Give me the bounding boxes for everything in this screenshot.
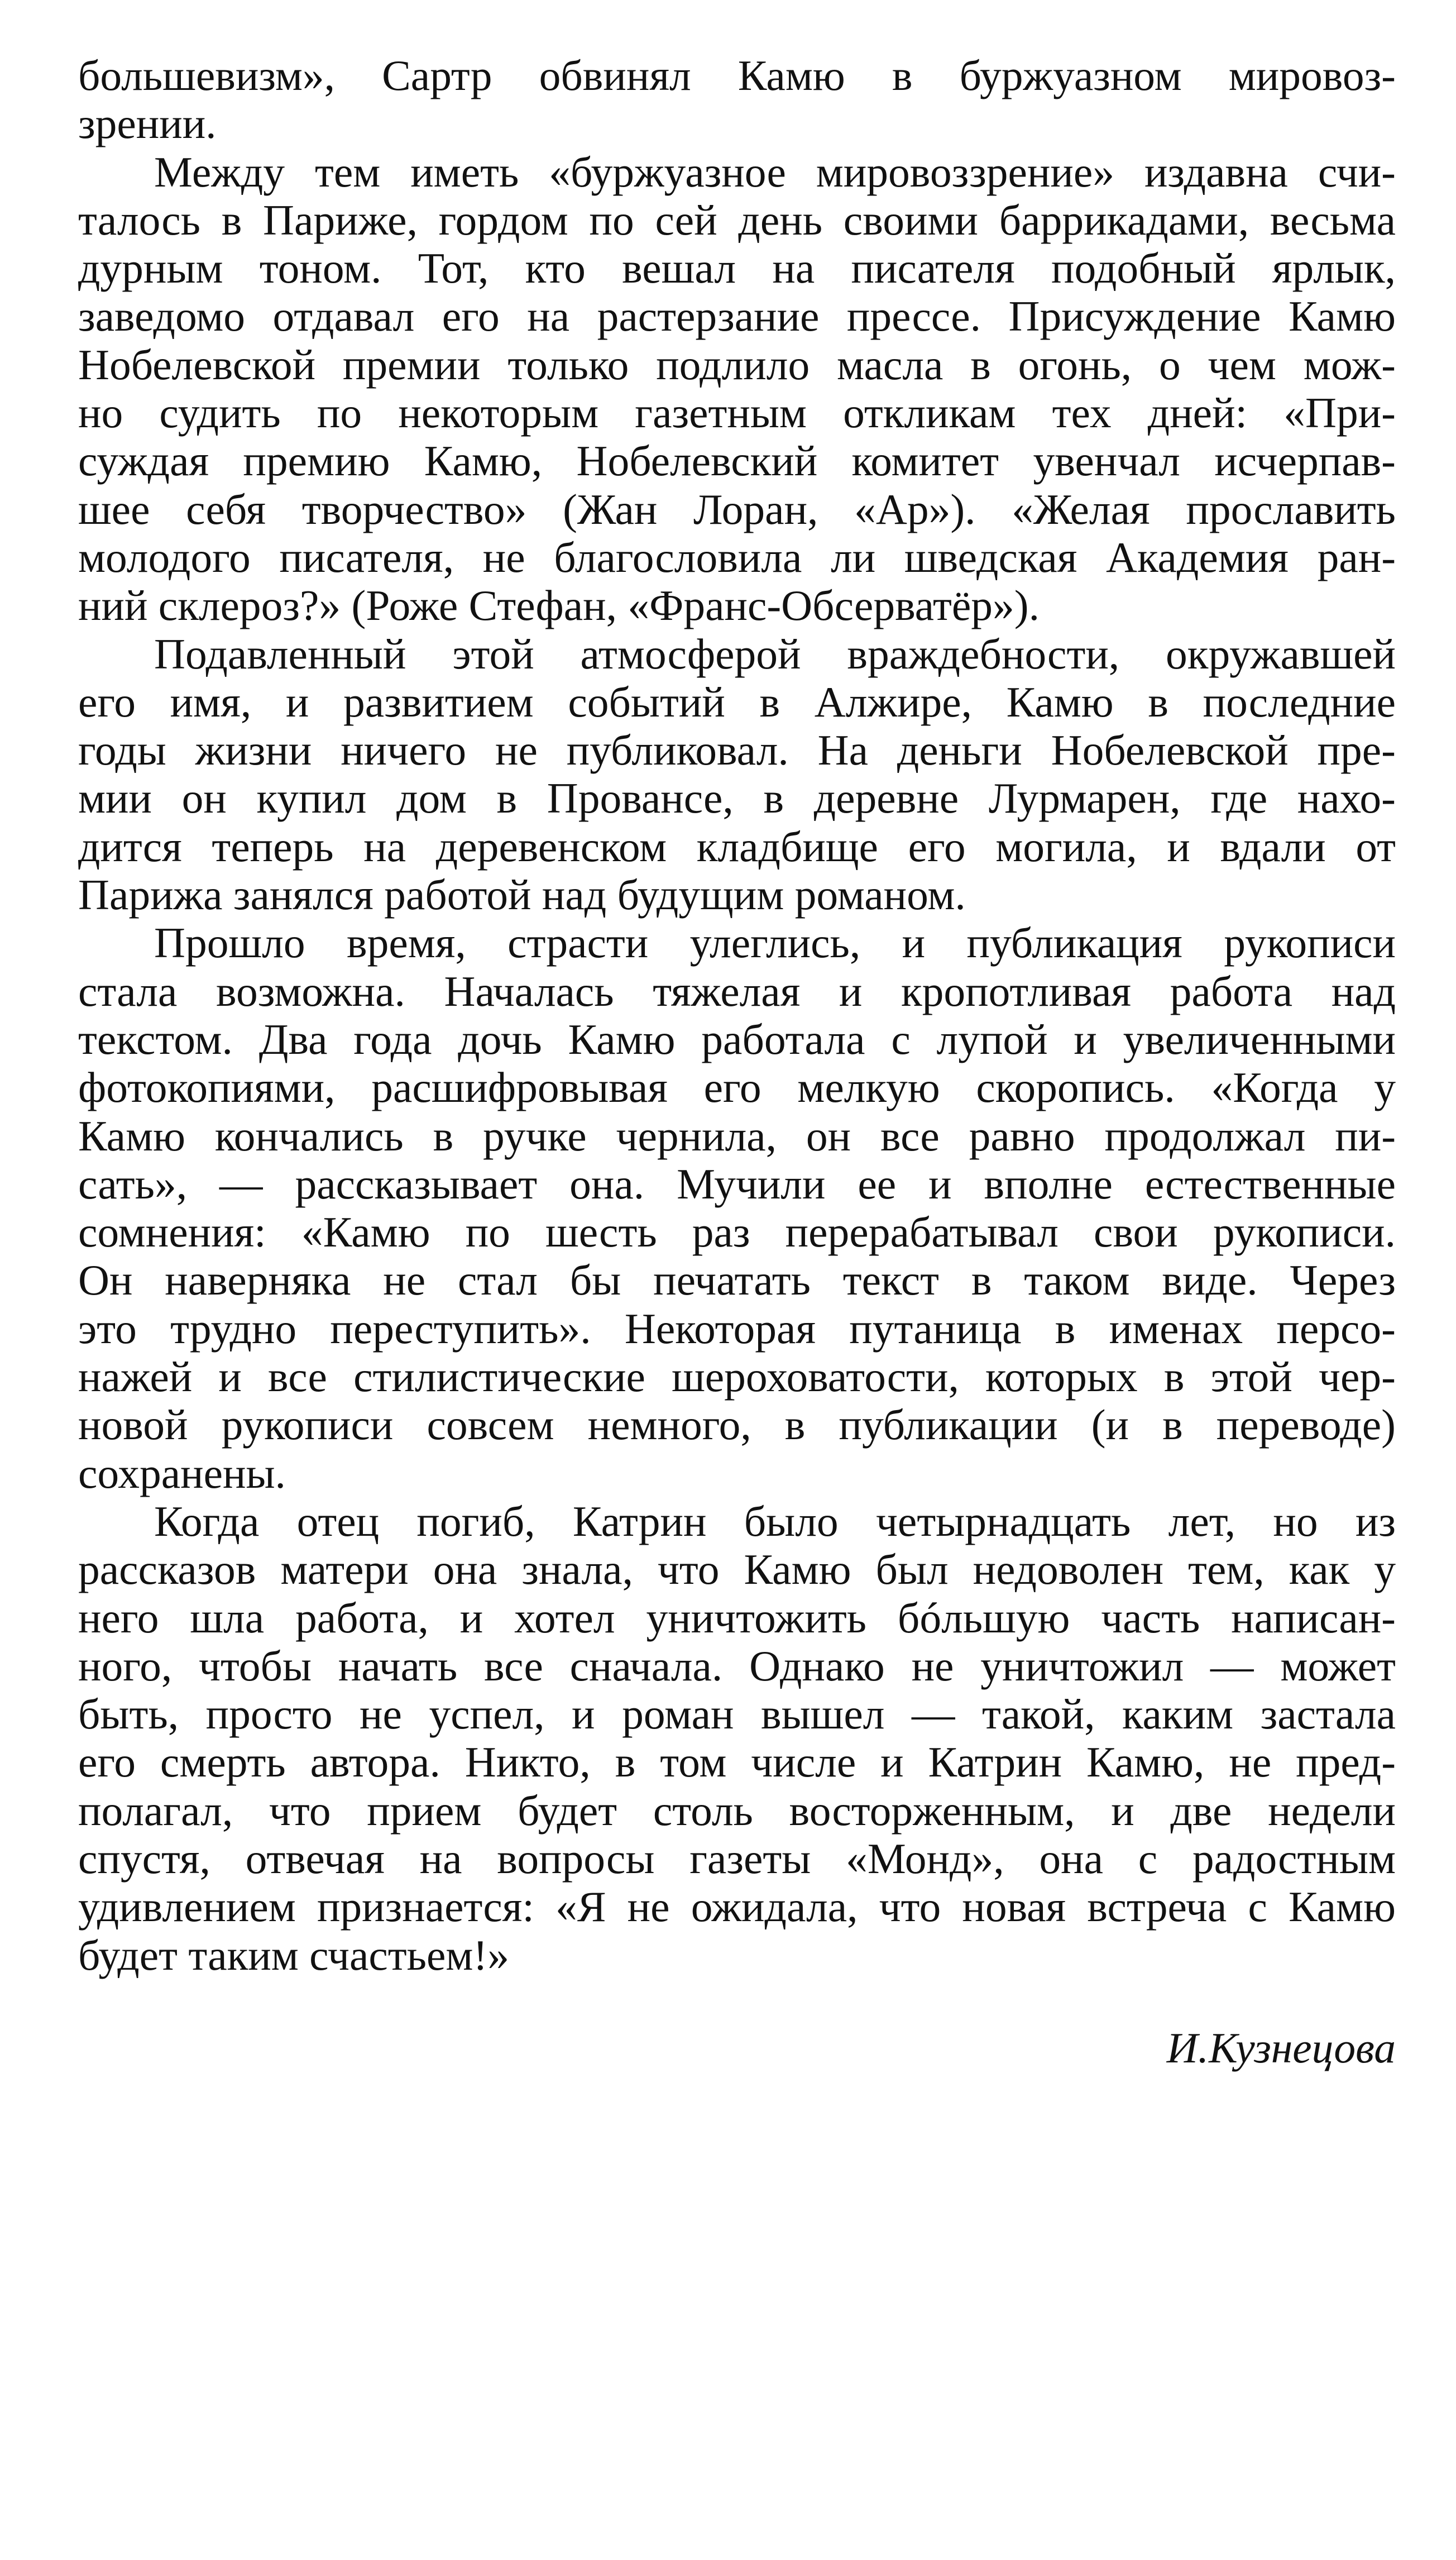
text-line: молодого писателя, не благословила ли шведская Академия ран- — [78, 533, 1396, 581]
text-line: ного, чтобы начать все сначала. Однако не уничтожил — может — [78, 1641, 1396, 1690]
text-line: сомнения: «Камю по шесть раз перерабатывал свои рукописи. — [78, 1208, 1396, 1257]
text-line: новой рукописи совсем немного, в публикации (и в переводе) — [78, 1401, 1396, 1449]
paragraph-2 — [78, 148, 1396, 630]
text-line: Нобелевской премии только подлило масла в огонь, о чем мож- — [78, 340, 1396, 389]
text-line: текстом. Два года дочь Камю работала с лупой и увеличенными — [78, 1015, 1396, 1063]
text-line: быть, просто не успел, и роман вышел — такой, каким застала — [78, 1690, 1396, 1738]
text-line: мии он купил дом в Провансе, в деревне Лурмарен, где нахо- — [78, 774, 1396, 823]
text-line: зрении. — [78, 99, 217, 148]
text-line: Парижа занялся работой над будущим романом. — [78, 871, 966, 919]
text-line: его имя, и развитием событий в Алжире, Камю в последние — [78, 677, 1396, 726]
text-line: Когда отец погиб, Катрин было четырнадцать лет, но из — [154, 1497, 1396, 1545]
paragraph-4 — [78, 919, 1396, 1497]
text-line: большевизм», Сартр обвинял Камю в буржуазном мировоз- — [78, 51, 1396, 99]
text-line: стала возможна. Началась тяжелая и кропотливая работа над — [78, 967, 1396, 1015]
text-line: шее себя творчество» (Жан Лоран, «Ар»). «Желая прославить — [78, 485, 1396, 533]
text-line: него шла работа, и хотел уничтожить бóльшую часть написан- — [78, 1593, 1396, 1642]
text-line: это трудно переступить». Некоторая путаница в именах персо- — [78, 1304, 1396, 1353]
text-line: полагал, что прием будет столь восторженным, и две недели — [78, 1786, 1396, 1835]
text-line: удивлением признается: «Я не ожидала, что новая встреча с Камю — [78, 1883, 1396, 1931]
text-line: Он наверняка не стал бы печатать текст в таком виде. Через — [78, 1256, 1396, 1305]
text-line: рассказов матери она знала, что Камю был недоволен тем, как у — [78, 1545, 1396, 1594]
text-line: сать», — рассказывает она. Мучили ее и вполне естественные — [78, 1159, 1396, 1208]
text-line: фотокопиями, расшифровывая его мелкую скоропись. «Когда у — [78, 1063, 1396, 1112]
text-line: годы жизни ничего не публиковал. На деньги Нобелевской пре- — [78, 726, 1396, 775]
paragraph-3 — [78, 630, 1396, 919]
text-line: Подавленный этой атмосферой враждебности, окружавшей — [154, 629, 1396, 678]
author-signature: И.Кузнецова — [1166, 2024, 1396, 2072]
text-line: Прошло время, страсти улеглись, и публикация рукописи — [154, 919, 1396, 967]
text-line: будет таким счастьем!» — [78, 1931, 510, 1979]
paragraph-5 — [78, 1497, 1396, 1979]
text-line: сохранены. — [78, 1449, 286, 1497]
text-line: дурным тоном. Тот, кто вешал на писателя подобный ярлык, — [78, 244, 1396, 293]
document-body — [78, 51, 1396, 2072]
text-line: талось в Париже, гордом по сей день своими баррикадами, весьма — [78, 195, 1396, 244]
text-line: Камю кончались в ручке чернила, он все равно продолжал пи- — [78, 1111, 1396, 1160]
text-line: нажей и все стилистические шероховатости, которых в этой чер- — [78, 1353, 1396, 1401]
text-line: Между тем иметь «буржуазное мировоззрение» издавна счи- — [154, 147, 1396, 196]
text-line: спустя, отвечая на вопросы газеты «Монд», она с радостным — [78, 1834, 1396, 1883]
text-line: заведомо отдавал его на растерзание прессе. Присуждение Камю — [78, 292, 1396, 341]
text-line: ний склероз?» (Роже Стефан, «Франс-Обсерватёр»). — [78, 581, 1040, 630]
paragraph-1 — [78, 51, 1396, 148]
text-line: его смерть автора. Никто, в том числе и Катрин Камю, не пред- — [78, 1738, 1396, 1787]
text-line: но судить по некоторым газетным откликам тех дней: «При- — [78, 389, 1396, 437]
text-line: суждая премию Камю, Нобелевский комитет увенчал исчерпав- — [78, 437, 1396, 485]
text-line: дится теперь на деревенском кладбище его могила, и вдали от — [78, 822, 1396, 871]
